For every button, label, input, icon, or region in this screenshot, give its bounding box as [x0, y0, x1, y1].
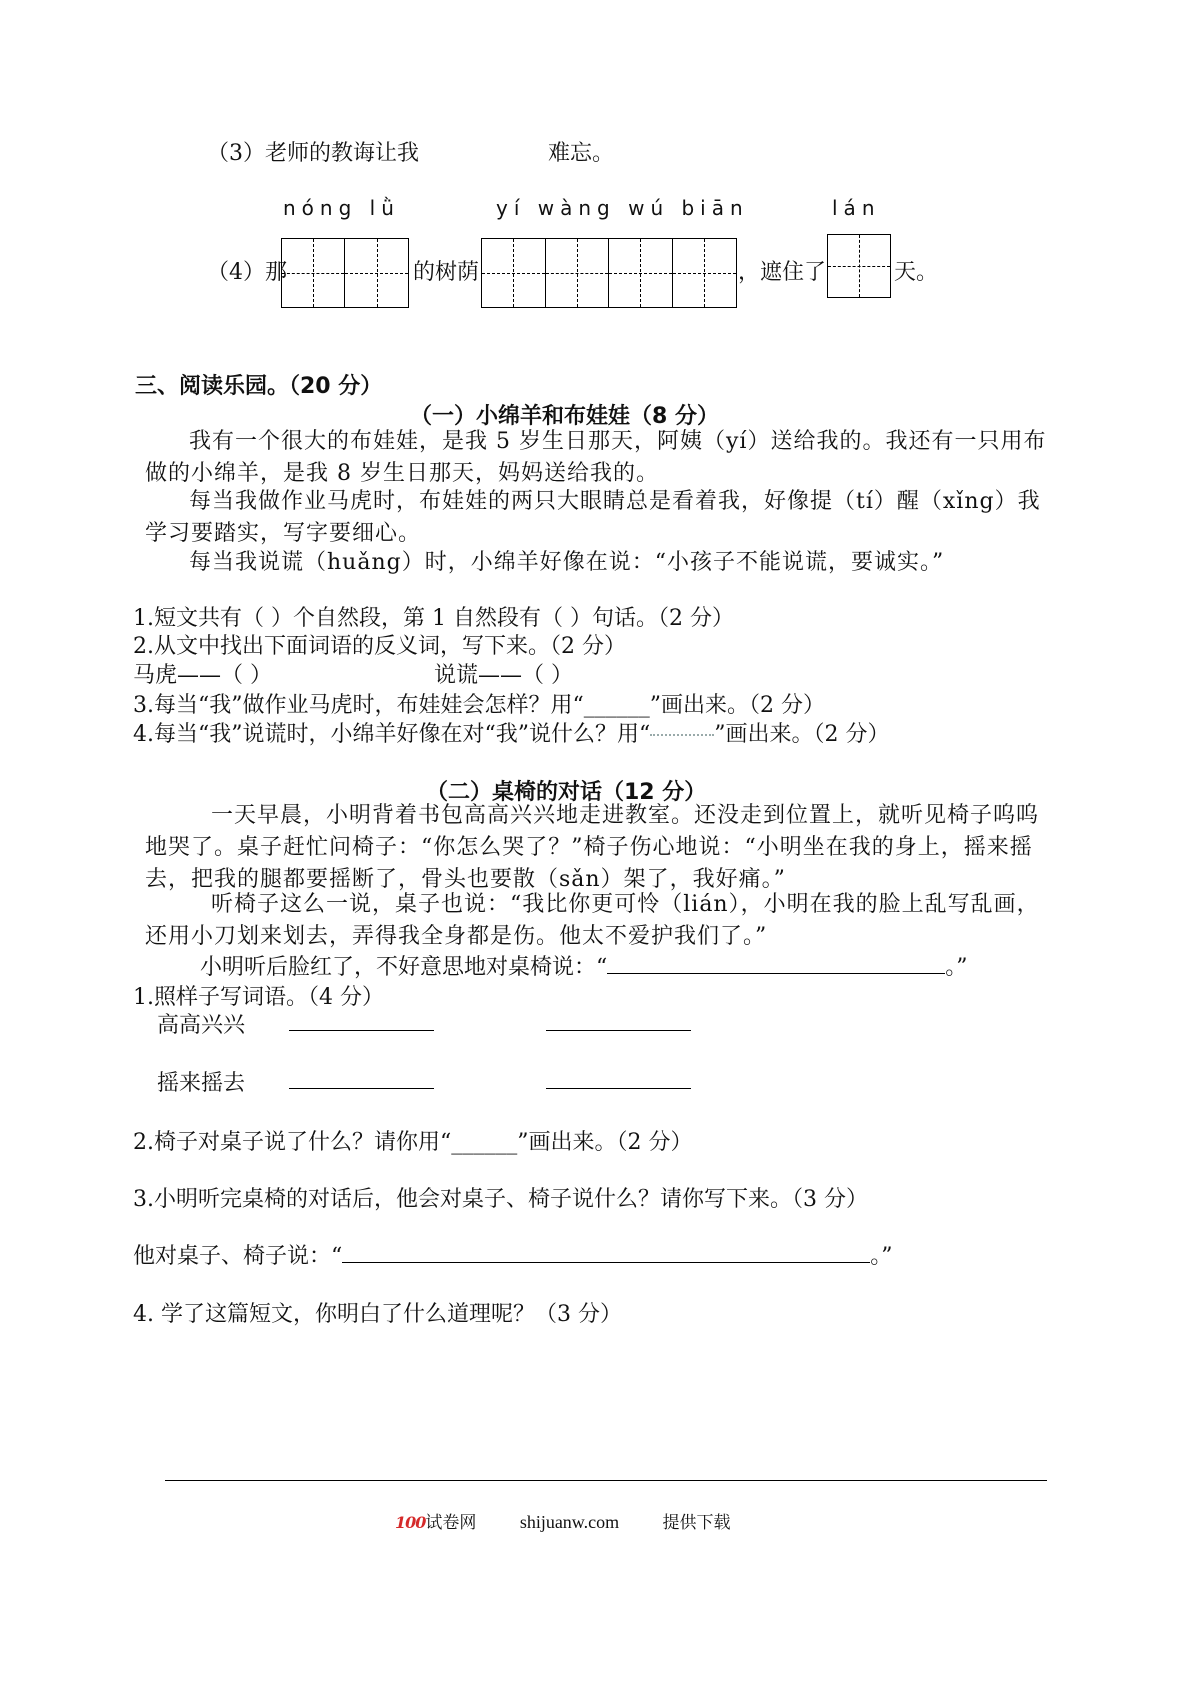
answer-line[interactable]	[546, 1010, 691, 1031]
part2-title: （二）桌椅的对话（12 分）	[426, 780, 707, 805]
pinyin-3: lán	[832, 196, 881, 220]
part2-q2: 2.椅子对桌子说了什么？请你用“______”画出来。（2 分）	[133, 1130, 693, 1155]
part1-title: （一）小绵羊和布娃娃（8 分）	[410, 404, 719, 429]
answer-line[interactable]	[342, 1240, 870, 1263]
fill-q4-prefix: （4）那	[207, 260, 287, 285]
part2-q3: 3.小明听完桌椅的对话后，他会对桌子、椅子说什么？请你写下来。（3 分）	[133, 1187, 868, 1212]
part1-q2a: 马虎——（ ）	[133, 663, 272, 688]
footer-divider	[165, 1480, 1047, 1481]
part2-paragraph-2: 听椅子这么一说，桌子也说：“我比你更可怜（lián），小明在我的脸上乱写乱画，还用小刀划来划去，弄得我全身都是伤。他太不爱护我们了。”	[145, 892, 1040, 949]
part1-paragraph-3: 每当我说谎（huǎng）时，小绵羊好像在说：“小孩子不能说谎，要诚实。”	[189, 550, 945, 575]
fill-q3-prefix: （3）老师的教诲让我	[207, 141, 419, 166]
answer-line[interactable]	[289, 1068, 434, 1089]
footer-note: 提供下载	[662, 1513, 731, 1533]
tianzige-box-3[interactable]	[827, 234, 891, 298]
fill-q4-suffix: 天。	[894, 260, 939, 285]
tianzige-box-1[interactable]	[281, 238, 409, 308]
part2-q3-answer: 他对桌子、椅子说：“ 。”	[133, 1239, 893, 1270]
part1-q1: 1.短文共有（ ）个自然段，第 1 自然段有（ ）句话。（2 分）	[133, 606, 734, 631]
part1-q2b: 说谎——（ ）	[434, 663, 573, 688]
part2-last-line: 小明听后脸红了，不好意思地对桌椅说：“ 。”	[200, 950, 968, 981]
footer-brand: 试卷网	[425, 1513, 477, 1533]
pinyin-2: yí wàng wú biān	[496, 196, 749, 220]
part1-q3: 3.每当“我”做作业马虎时，布娃娃会怎样？用“______”画出来。（2 分）	[133, 693, 825, 718]
part1-q4: 4.每当“我”说谎时，小绵羊好像在对“我”说什么？用“ ”画出来。（2 分）	[133, 722, 890, 747]
wavy-line-icon	[650, 734, 714, 736]
footer	[395, 1508, 731, 1533]
footer-site[interactable]: shijuanw.com	[519, 1512, 620, 1532]
part1-q2: 2.从文中找出下面词语的反义词，写下来。（2 分）	[133, 634, 626, 659]
pinyin-1: nóng lǜ	[283, 196, 400, 220]
part1-paragraph-2: 每当我做作业马虎时，布娃娃的两只大眼睛总是看着我，好像提（tí）醒（xǐng）我学习要踏实，写字要细心。	[145, 489, 1041, 546]
answer-line[interactable]	[289, 1010, 434, 1031]
part2-paragraph-1: 一天早晨，小明背着书包高高兴兴地走进教室。还没走到位置上，就听见椅子呜呜地哭了。桌子赶忙问椅子：“你怎么哭了？”椅子伤心地说：“小明坐在我的身上，摇来摇去，把我的腿都要摇断了，骨头也要散（sǎn）架了，我好痛。”	[145, 803, 1040, 892]
part2-q1: 1.照样子写词语。（4 分）	[133, 985, 384, 1010]
fill-q3-suffix: 难忘。	[548, 141, 615, 166]
section-title: 三、阅读乐园。（20 分）	[135, 374, 383, 399]
tianzige-box-2[interactable]	[481, 238, 737, 308]
logo-icon: 100	[395, 1513, 426, 1532]
answer-line[interactable]	[607, 951, 945, 974]
fill-q4-mid2: ，遮住了	[738, 260, 827, 285]
part2-q4: 4. 学了这篇短文，你明白了什么道理呢？（3 分）	[133, 1302, 622, 1327]
fill-q4-mid: 的树荫	[413, 260, 480, 285]
word-example-1: 高高兴兴	[157, 1013, 246, 1038]
part1-paragraph-1: 我有一个很大的布娃娃，是我 5 岁生日那天，阿姨（yí）送给我的。我还有一只用布做的小绵羊，是我 8 岁生日那天，妈妈送给我的。	[145, 429, 1047, 486]
word-example-2: 摇来摇去	[157, 1071, 246, 1096]
answer-line[interactable]	[546, 1068, 691, 1089]
